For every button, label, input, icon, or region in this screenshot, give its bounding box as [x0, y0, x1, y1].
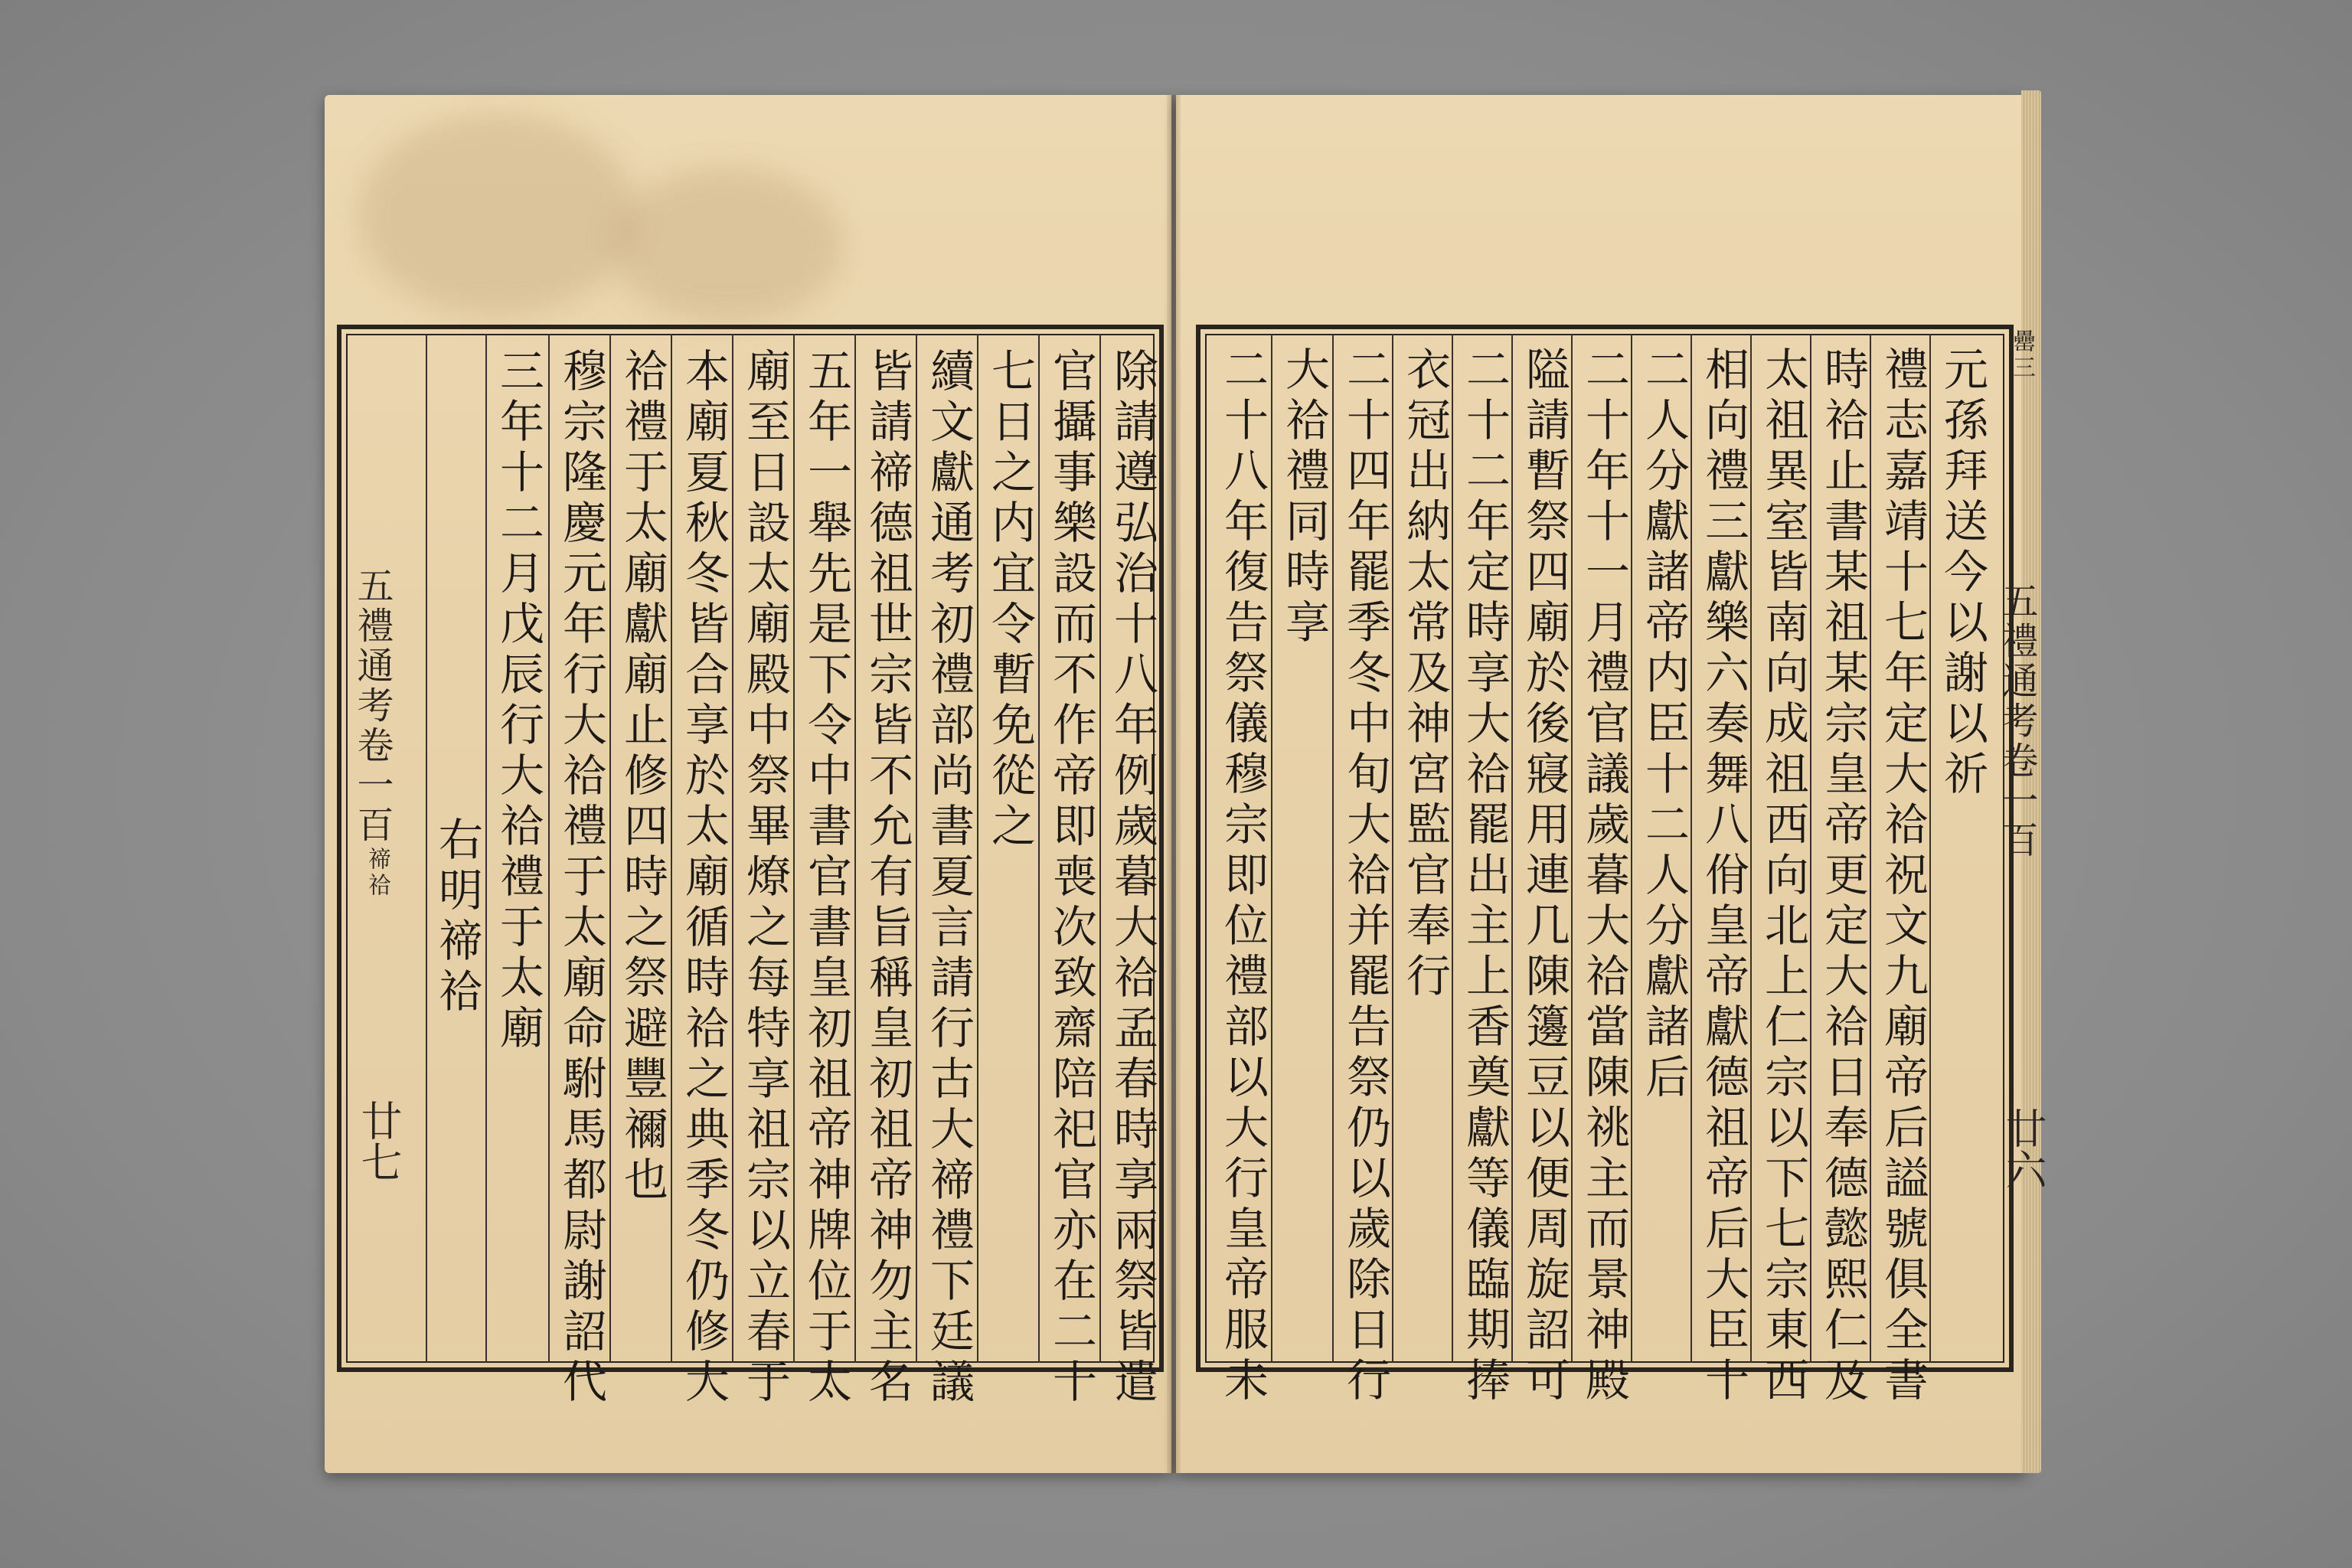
column-rule: [854, 334, 856, 1363]
text-column: 七日之内宜令暫免從之: [984, 348, 1036, 853]
text-column: 二十年十一月禮官議歲暮大祫當陳祧主而景神殿: [1578, 346, 1630, 1407]
column-rule: [793, 334, 795, 1363]
text-column: 禮志嘉靖十七年定大祫祝文九廟帝后謚號俱全書: [1877, 346, 1929, 1407]
text-column: 二十八年復告祭儀穆宗即位禮部以大行皇帝服未: [1217, 346, 1269, 1407]
text-column: 二十四年罷季冬中旬大祫并罷告祭仍以歲除日行: [1339, 346, 1391, 1407]
column-rule: [671, 334, 672, 1363]
paper-stain: [612, 168, 842, 322]
page-number: 廿七: [354, 1099, 403, 1182]
column-rule: [1571, 334, 1573, 1363]
text-column: 衣冠出納太常及神宮監官奉行: [1399, 346, 1451, 1003]
corner-mark: 罍三: [2008, 329, 2035, 381]
text-column: 三年十二月戊辰行大祫禮于太廟: [492, 348, 544, 1055]
text-column: 穆宗隆慶元年行大祫禮于太廟命駙馬都尉謝詔代: [555, 348, 607, 1409]
text-column: 隘請暫祭四廟於後寢用連几陳籩豆以便周旋詔可: [1518, 346, 1570, 1407]
column-rule: [1271, 334, 1272, 1363]
text-column: 大祫禮同時享: [1278, 346, 1330, 649]
column-rule: [1750, 334, 1752, 1363]
column-rule: [1631, 334, 1632, 1363]
page-number: 廿六: [1999, 1107, 2047, 1190]
text-column: 廟至日設太廟殿中祭畢燎之每特享祖宗以立春于: [739, 348, 791, 1409]
column-rule: [977, 334, 978, 1363]
text-column: 續文獻通考初禮部尚書夏言請行古大禘禮下廷議: [923, 348, 975, 1409]
text-column: 官攝事樂設而不作帝即喪次致齋陪祀官亦在二十: [1045, 348, 1097, 1409]
text-column: 二人分獻諸帝内臣十二人分獻諸后: [1638, 346, 1690, 1104]
text-column: 除請遵弘治十八年例歲暮大祫孟春時享兩祭皆遣: [1106, 348, 1158, 1409]
column-rule: [916, 334, 917, 1363]
margin-title: 五禮通考卷一百: [1995, 582, 2038, 861]
column-rule: [1099, 334, 1101, 1363]
text-column: 二十二年定時享大祫罷出主上香奠獻等儀臨期捧: [1459, 346, 1511, 1407]
column-rule: [1332, 334, 1334, 1363]
text-column: 五年一舉先是下令中書官書皇初祖帝神牌位于太: [800, 348, 852, 1409]
column-rule: [548, 334, 550, 1363]
column-rule: [609, 334, 611, 1363]
column-rule: [1452, 334, 1453, 1363]
column-rule: [1810, 334, 1811, 1363]
section-end-label: 右明禘祫: [431, 816, 483, 1018]
book-gutter: [1167, 95, 1181, 1473]
text-column: 太祖異室皆南向成祖西向北上仁宗以下七宗東西: [1757, 346, 1809, 1407]
column-rule: [1870, 334, 1871, 1363]
text-column: 元孫拜送今以謝以祈: [1936, 346, 1988, 801]
column-rule: [1392, 334, 1393, 1363]
text-column: 本廟夏秋冬皆合享於太廟循時祫之典季冬仍修大: [678, 348, 730, 1409]
column-rule: [426, 334, 427, 1363]
column-rule: [485, 334, 487, 1363]
text-column: 皆請禘德祖世宗皆不允有旨稱皇初祖帝神勿主名: [861, 348, 913, 1409]
column-rule: [1929, 334, 1931, 1363]
margin-title: 五禮通考卷一百: [351, 567, 394, 845]
margin-section: 禘祫: [364, 847, 390, 899]
text-column: 相向禮三獻樂六奏舞八佾皇帝獻德祖帝后大臣十: [1697, 346, 1749, 1407]
column-rule: [1038, 334, 1040, 1363]
text-column: 祫禮于太廟獻廟止修四時之祭避豐禰也: [616, 348, 668, 1207]
column-rule: [732, 334, 733, 1363]
column-rule: [1690, 334, 1692, 1363]
column-rule: [1511, 334, 1513, 1363]
text-column: 時祫止書某祖某宗皇帝更定大祫日奉德懿熙仁及: [1817, 346, 1869, 1407]
paper-stain: [360, 115, 635, 314]
